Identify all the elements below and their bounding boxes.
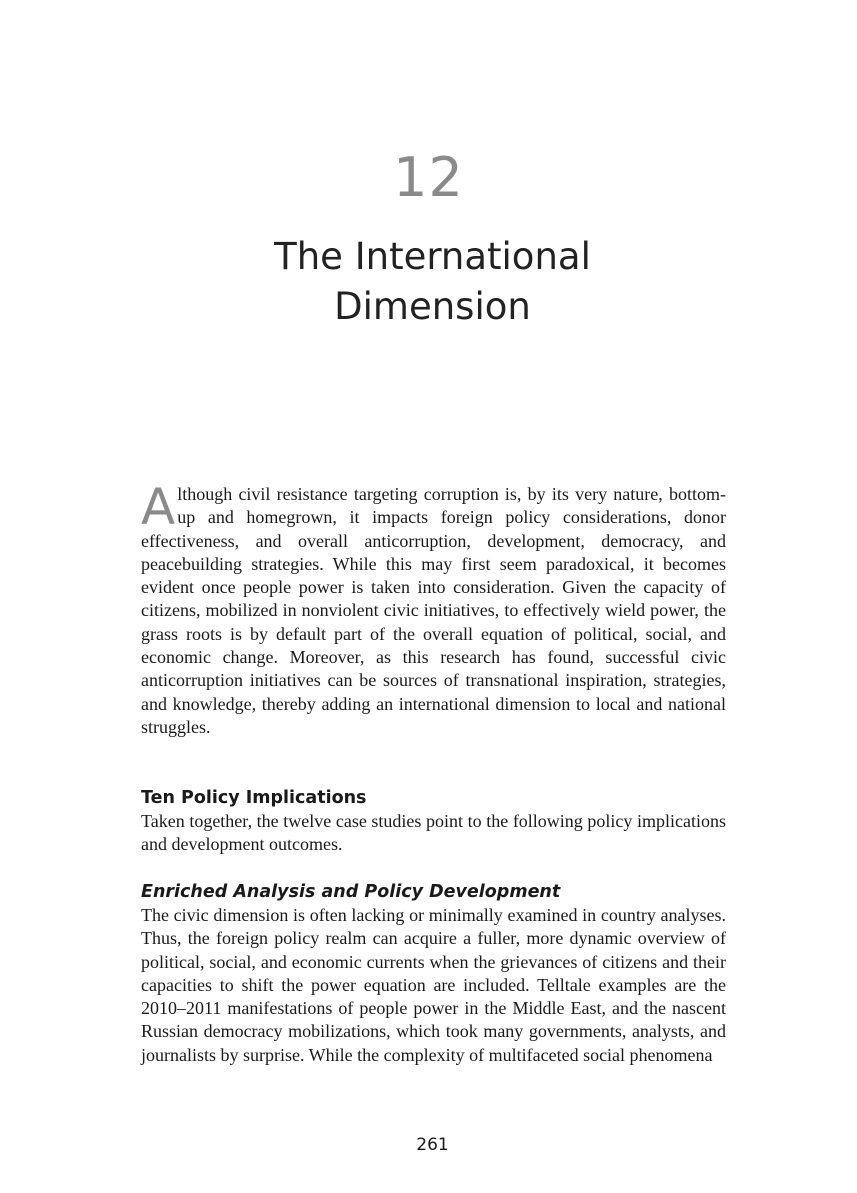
subsection-paragraph: The civic dimension is often lacking or minimally examined in country analyses. Thus, the foreign policy realm can acquire a fuller, more dynamic overview of political, social, and economic currents when the grievances of citizens and their capacities to shift the power equation are included. Telltale examples are the 2010–2011 manifestations of people power in the Middle East, and the nascent Russian democracy mobilizations, which took many governments, analysts, and journalists by surprise. While the complexity of multifaceted social phenomena bbox=[141, 905, 726, 1065]
intro-paragraph bbox=[141, 478, 726, 739]
subsection-heading: Enriched Analysis and Policy Development bbox=[141, 882, 561, 902]
chapter-number: 12 bbox=[393, 146, 464, 209]
intro-text: lthough civil resistance targeting corruption is, by its very nature, bottom-up and homegrown, it impacts foreign policy considerations, donor effectiveness, and overall anticorruption, development, democracy, and peacebuilding strategies. While this may first seem paradoxical, it becomes evident once people power is taken into consideration. Given the capacity of citizens, mobilized in nonviolent civic initiatives, to effectively wield power, the grass roots is by default part of the overall equation of political, social, and economic change. Moreover, as this research has found, successful civic anticorruption initiatives can be sources of transnational inspiration, strategies, and knowledge, thereby adding an international dimension to local and national struggles. bbox=[141, 484, 726, 737]
section-heading: Ten Policy Implications bbox=[141, 788, 367, 808]
page-number: 261 bbox=[416, 1135, 449, 1155]
chapter-title-line-2: Dimension bbox=[334, 285, 531, 328]
drop-cap: A bbox=[141, 478, 176, 536]
chapter-title-line-1: The International bbox=[274, 235, 591, 278]
chapter-title bbox=[0, 232, 857, 332]
section-paragraph: Taken together, the twelve case studies point to the following policy implications and development outcomes. bbox=[141, 811, 726, 855]
